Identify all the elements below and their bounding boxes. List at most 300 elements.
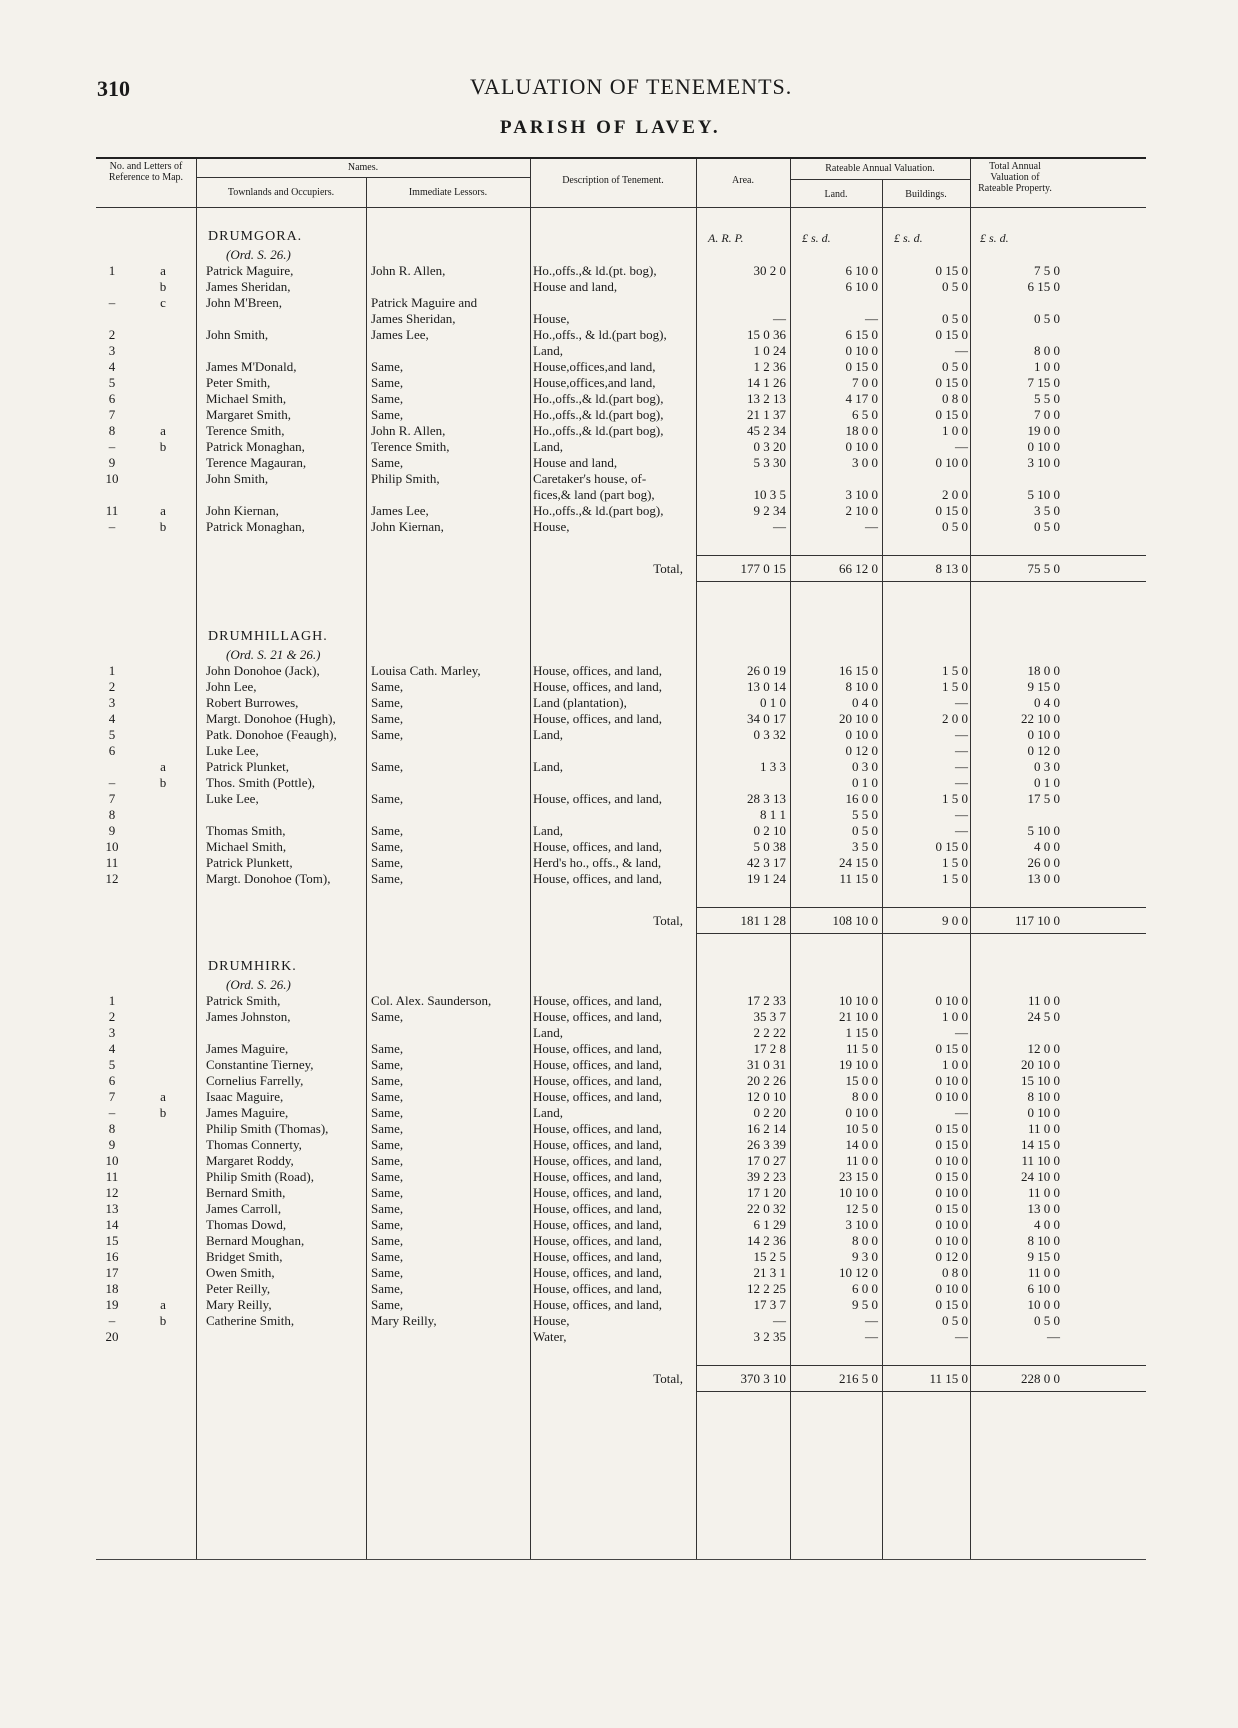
total-valuation: 8 10 0 xyxy=(1027,1233,1060,1248)
table-row xyxy=(96,439,1146,455)
land-valuation: 16 0 0 xyxy=(845,791,878,806)
immediate-lessor: Same, xyxy=(371,871,404,886)
land-valuation: 20 10 0 xyxy=(839,711,878,726)
ref-number: 11 xyxy=(105,1169,119,1184)
tenement-description: House, offices, and land, xyxy=(533,1057,663,1072)
table-row xyxy=(96,807,1146,823)
total-row xyxy=(96,1371,1146,1387)
ref-letter: b xyxy=(159,519,167,534)
parish-title: PARISH OF LAVEY. xyxy=(500,117,721,138)
area-value: 14 1 26 xyxy=(747,375,786,390)
land-valuation: 10 12 0 xyxy=(839,1265,878,1280)
total-valuation: 24 10 0 xyxy=(1021,1169,1060,1184)
occupier-name: James Maguire, xyxy=(206,1105,289,1120)
total-valuation: 12 0 0 xyxy=(1027,1041,1060,1056)
area-value: 0 1 0 xyxy=(760,695,786,710)
tenement-description: Land (plantation), xyxy=(533,695,627,710)
immediate-lessor: Col. Alex. Saunderson, xyxy=(371,993,492,1008)
area-value: 0 3 20 xyxy=(753,439,786,454)
immediate-lessor: John Kiernan, xyxy=(371,519,444,534)
area-value: 0 2 10 xyxy=(753,823,786,838)
land-valuation: 21 10 0 xyxy=(839,1009,878,1024)
table-row xyxy=(96,743,1146,759)
money-units: £ s. d. xyxy=(980,231,1009,245)
tenement-description: House, offices, and land, xyxy=(533,1281,663,1296)
total-area: 370 3 10 xyxy=(740,1371,786,1386)
total-valuation: 8 0 0 xyxy=(1034,343,1060,358)
occupier-name: Terence Smith, xyxy=(206,423,285,438)
total-valuation: 4 0 0 xyxy=(1034,839,1060,854)
table-row xyxy=(96,295,1146,311)
occupier-name: Margt. Donohoe (Tom), xyxy=(206,871,331,886)
occupier-name: Michael Smith, xyxy=(206,391,287,406)
immediate-lessor: Same, xyxy=(371,1233,404,1248)
buildings-valuation: 0 5 0 xyxy=(942,311,968,326)
area-value: 22 0 32 xyxy=(747,1201,786,1216)
immediate-lessor: Same, xyxy=(371,359,404,374)
area-value: 20 2 26 xyxy=(747,1073,786,1088)
occupier-name: Peter Smith, xyxy=(206,375,271,390)
ref-number: 7 xyxy=(108,407,116,422)
immediate-lessor: James Lee, xyxy=(371,327,429,342)
tenement-description: House, offices, and land, xyxy=(533,1297,663,1312)
table-row xyxy=(96,1009,1146,1025)
occupier-name: Robert Burrowes, xyxy=(206,695,299,710)
table-row xyxy=(96,791,1146,807)
ref-letter: a xyxy=(160,759,166,774)
occupier-name: Luke Lee, xyxy=(206,743,259,758)
total-valuation: 5 5 0 xyxy=(1034,391,1060,406)
total-valuation: 0 10 0 xyxy=(1027,439,1060,454)
ref-number: – xyxy=(108,295,116,310)
total-valuation: 6 10 0 xyxy=(1027,1281,1060,1296)
ref-number: 19 xyxy=(105,1297,119,1312)
occupier-name: Margaret Smith, xyxy=(206,407,291,422)
buildings-valuation: 0 5 0 xyxy=(942,1313,968,1328)
area-value: 17 0 27 xyxy=(747,1153,786,1168)
buildings-valuation: 0 10 0 xyxy=(935,993,968,1008)
table-row xyxy=(96,1105,1146,1121)
tenement-description: fices,& land (part bog), xyxy=(533,487,655,502)
tenement-description: House, offices, and land, xyxy=(533,1265,663,1280)
valuation-table xyxy=(96,157,1146,1560)
immediate-lessor: Same, xyxy=(371,1153,404,1168)
total-valuation: 6 15 0 xyxy=(1027,279,1060,294)
table-row xyxy=(96,1041,1146,1057)
tenement-description: House, offices, and land, xyxy=(533,1185,663,1200)
ref-number: 5 xyxy=(108,727,116,742)
tenement-description: House, offices, and land, xyxy=(533,1137,663,1152)
table-row xyxy=(96,391,1146,407)
header-area: Area. xyxy=(732,175,754,186)
area-value: 30 2 0 xyxy=(753,263,786,278)
buildings-valuation: 0 10 0 xyxy=(935,1089,968,1104)
ref-number: 12 xyxy=(105,1185,119,1200)
area-value: 12 2 25 xyxy=(747,1281,786,1296)
occupier-name: Michael Smith, xyxy=(206,839,287,854)
area-value: 8 1 1 xyxy=(760,807,786,822)
table-row xyxy=(96,471,1146,487)
land-valuation: 0 4 0 xyxy=(852,695,878,710)
immediate-lessor: Same, xyxy=(371,1281,404,1296)
immediate-lessor: Same, xyxy=(371,1009,404,1024)
immediate-lessor: Same, xyxy=(371,727,404,742)
immediate-lessor: Patrick Maguire and xyxy=(371,295,478,310)
occupier-name: Bridget Smith, xyxy=(206,1249,283,1264)
land-valuation: 16 15 0 xyxy=(839,663,878,678)
land-valuation: 11 15 0 xyxy=(839,871,878,886)
table-row xyxy=(96,1217,1146,1233)
area-value: 17 1 20 xyxy=(747,1185,786,1200)
total-land: 66 12 0 xyxy=(839,561,878,576)
land-valuation: 10 5 0 xyxy=(845,1121,878,1136)
immediate-lessor: Same, xyxy=(371,695,404,710)
area-value: 28 3 13 xyxy=(747,791,786,806)
ref-number: 18 xyxy=(105,1281,119,1296)
total-valuation: 5 10 0 xyxy=(1027,487,1060,502)
ordnance-sheet: (Ord. S. 21 & 26.) xyxy=(226,647,321,662)
area-value: 17 2 33 xyxy=(747,993,786,1008)
land-valuation: 15 0 0 xyxy=(845,1073,878,1088)
buildings-valuation: — xyxy=(955,823,968,838)
immediate-lessor: Same, xyxy=(371,679,404,694)
buildings-valuation: 1 5 0 xyxy=(942,791,968,806)
land-valuation: 5 5 0 xyxy=(852,807,878,822)
table-row xyxy=(96,359,1146,375)
occupier-name: Patrick Maguire, xyxy=(206,263,294,278)
tenement-description: House, offices, and land, xyxy=(533,1121,663,1136)
table-row xyxy=(96,375,1146,391)
occupier-name: John Donohoe (Jack), xyxy=(206,663,320,678)
occupier-name: Thos. Smith (Pottle), xyxy=(206,775,316,790)
table-row xyxy=(96,823,1146,839)
tenement-description: Land, xyxy=(533,727,563,742)
tenement-description: House, offices, and land, xyxy=(533,711,663,726)
header-buildings: Buildings. xyxy=(905,189,947,200)
area-value: — xyxy=(773,311,786,326)
buildings-valuation: 0 15 0 xyxy=(935,1041,968,1056)
buildings-valuation: 0 15 0 xyxy=(935,407,968,422)
ref-number: – xyxy=(108,1313,116,1328)
table-row xyxy=(96,1153,1146,1169)
land-valuation: — xyxy=(865,1329,878,1344)
ref-number: 9 xyxy=(108,823,116,838)
area-value: 31 0 31 xyxy=(747,1057,786,1072)
land-valuation: 10 10 0 xyxy=(839,1185,878,1200)
land-valuation: 4 17 0 xyxy=(845,391,878,406)
table-row xyxy=(96,1329,1146,1345)
total-valuation: 14 15 0 xyxy=(1021,1137,1060,1152)
occupier-name: Catherine Smith, xyxy=(206,1313,295,1328)
total-valuation: 75 5 0 xyxy=(1027,561,1060,576)
area-value: 0 3 32 xyxy=(753,727,786,742)
immediate-lessor: Same, xyxy=(371,839,404,854)
occupier-name: Cornelius Farrelly, xyxy=(206,1073,304,1088)
tenement-description: House, offices, and land, xyxy=(533,871,663,886)
buildings-valuation: 0 15 0 xyxy=(935,1137,968,1152)
buildings-valuation: — xyxy=(955,343,968,358)
buildings-valuation: 0 10 0 xyxy=(935,455,968,470)
land-valuation: 2 10 0 xyxy=(845,503,878,518)
occupier-name: John Lee, xyxy=(206,679,257,694)
buildings-valuation: — xyxy=(955,695,968,710)
immediate-lessor: Philip Smith, xyxy=(371,471,440,486)
section-title: DRUMHIRK. xyxy=(208,959,297,974)
area-value: 16 2 14 xyxy=(747,1121,786,1136)
ref-letter: a xyxy=(160,263,166,278)
ref-number: 16 xyxy=(105,1249,119,1264)
land-valuation: 14 0 0 xyxy=(845,1137,878,1152)
ref-number: 20 xyxy=(105,1329,119,1344)
total-label: Total, xyxy=(653,561,683,576)
occupier-name: Terence Magauran, xyxy=(206,455,307,470)
land-valuation: 24 15 0 xyxy=(839,855,878,870)
land-valuation: — xyxy=(865,1313,878,1328)
land-valuation: 3 0 0 xyxy=(852,455,878,470)
tenement-description: Land, xyxy=(533,823,563,838)
ref-number: 12 xyxy=(105,871,119,886)
land-valuation: 6 10 0 xyxy=(845,279,878,294)
header-occupiers: Townlands and Occupiers. xyxy=(227,187,335,198)
header-total: Total Annual Valuation of Rateable Property. xyxy=(978,161,1052,194)
total-label: Total, xyxy=(653,1371,683,1386)
table-row xyxy=(96,1057,1146,1073)
total-valuation: 9 15 0 xyxy=(1027,1249,1060,1264)
table-row xyxy=(96,695,1146,711)
tenement-description: House, offices, and land, xyxy=(533,1201,663,1216)
area-value: 13 2 13 xyxy=(747,391,786,406)
table-row xyxy=(96,1169,1146,1185)
ref-letter: a xyxy=(160,1089,166,1104)
immediate-lessor: Same, xyxy=(371,1073,404,1088)
tenement-description: Land, xyxy=(533,1105,563,1120)
table-row xyxy=(96,1089,1146,1105)
ref-letter: b xyxy=(159,1105,167,1120)
ref-letter: b xyxy=(159,279,167,294)
occupier-name: John Kiernan, xyxy=(206,503,279,518)
tenement-description: House, offices, and land, xyxy=(533,993,663,1008)
land-valuation: 10 10 0 xyxy=(839,993,878,1008)
total-valuation: 3 10 0 xyxy=(1027,455,1060,470)
occupier-name: Bernard Smith, xyxy=(206,1185,286,1200)
occupier-name: Owen Smith, xyxy=(206,1265,275,1280)
occupier-name: James M'Donald, xyxy=(206,359,297,374)
page-number: 310 xyxy=(97,76,130,101)
tenement-description: Ho.,offs.,& ld.(part bog), xyxy=(533,503,664,518)
ref-number: 14 xyxy=(105,1217,119,1232)
area-value: 1 0 24 xyxy=(753,343,786,358)
buildings-valuation: 0 10 0 xyxy=(935,1073,968,1088)
immediate-lessor: Same, xyxy=(371,1297,404,1312)
total-row xyxy=(96,561,1146,577)
ref-letter: a xyxy=(160,503,166,518)
table-row xyxy=(96,993,1146,1009)
total-valuation: 11 0 0 xyxy=(1027,1185,1060,1200)
buildings-valuation: 0 5 0 xyxy=(942,519,968,534)
money-units: £ s. d. xyxy=(894,231,923,245)
table-row xyxy=(96,1073,1146,1089)
land-valuation: 6 15 0 xyxy=(845,327,878,342)
occupier-name: Patrick Plunket, xyxy=(206,759,290,774)
ref-letter: b xyxy=(159,1313,167,1328)
land-valuation: 9 5 0 xyxy=(852,1297,878,1312)
total-valuation: — xyxy=(1047,1329,1060,1344)
occupier-name: Patrick Monaghan, xyxy=(206,439,305,454)
total-valuation: 0 4 0 xyxy=(1034,695,1060,710)
tenement-description: House, offices, and land, xyxy=(533,1089,663,1104)
buildings-valuation: 2 0 0 xyxy=(942,487,968,502)
total-valuation: 4 0 0 xyxy=(1034,1217,1060,1232)
buildings-valuation: 1 0 0 xyxy=(942,423,968,438)
land-valuation: 8 10 0 xyxy=(845,679,878,694)
immediate-lessor: Same, xyxy=(371,407,404,422)
buildings-valuation: 0 10 0 xyxy=(935,1217,968,1232)
occupier-name: Margaret Roddy, xyxy=(206,1153,294,1168)
total-valuation: 26 0 0 xyxy=(1027,855,1060,870)
ref-number: 7 xyxy=(108,1089,116,1104)
table-row xyxy=(96,871,1146,887)
land-valuation: 3 10 0 xyxy=(845,487,878,502)
land-valuation: 9 3 0 xyxy=(852,1249,878,1264)
ref-number: 6 xyxy=(108,1073,116,1088)
immediate-lessor: Same, xyxy=(371,711,404,726)
ref-number: 1 xyxy=(108,263,116,278)
land-valuation: 8 0 0 xyxy=(852,1089,878,1104)
ref-number: 3 xyxy=(108,695,116,710)
tenement-description: Ho.,offs.,& ld.(part bog), xyxy=(533,391,664,406)
occupier-name: Patrick Smith, xyxy=(206,993,281,1008)
header-ref: No. and Letters of Reference to Map. xyxy=(108,161,184,183)
total-valuation: 22 10 0 xyxy=(1021,711,1060,726)
table-row xyxy=(96,663,1146,679)
land-valuation: 0 10 0 xyxy=(845,439,878,454)
immediate-lessor: Same, xyxy=(371,1089,404,1104)
occupier-name: Thomas Smith, xyxy=(206,823,286,838)
buildings-valuation: 0 15 0 xyxy=(935,503,968,518)
header-lessors: Immediate Lessors. xyxy=(408,187,488,198)
tenement-description: House, xyxy=(533,519,570,534)
ref-number: 8 xyxy=(108,1121,116,1136)
header-land: Land. xyxy=(824,189,848,200)
immediate-lessor: John R. Allen, xyxy=(371,263,446,278)
ref-number: 9 xyxy=(108,455,116,470)
total-valuation: 0 5 0 xyxy=(1034,1313,1060,1328)
immediate-lessor: Same, xyxy=(371,1041,404,1056)
buildings-valuation: 0 15 0 xyxy=(935,263,968,278)
buildings-valuation: — xyxy=(955,775,968,790)
total-buildings: 9 0 0 xyxy=(942,913,968,928)
buildings-valuation: 0 15 0 xyxy=(935,1121,968,1136)
ref-letter: b xyxy=(159,775,167,790)
table-row xyxy=(96,1297,1146,1313)
occupier-name: James Maguire, xyxy=(206,1041,289,1056)
total-valuation: 19 0 0 xyxy=(1027,423,1060,438)
occupier-name: John M'Breen, xyxy=(206,295,283,310)
area-value: 17 2 8 xyxy=(753,1041,786,1056)
immediate-lessor: Same, xyxy=(371,1185,404,1200)
land-valuation: 0 3 0 xyxy=(852,759,878,774)
tenement-description: House, offices, and land, xyxy=(533,1153,663,1168)
buildings-valuation: 0 12 0 xyxy=(935,1249,968,1264)
land-valuation: 11 0 0 xyxy=(845,1153,878,1168)
total-valuation: 0 10 0 xyxy=(1027,727,1060,742)
buildings-valuation: 0 15 0 xyxy=(935,839,968,854)
total-valuation: 7 0 0 xyxy=(1034,407,1060,422)
land-valuation: 0 1 0 xyxy=(852,775,878,790)
area-value: 1 3 3 xyxy=(760,759,786,774)
immediate-lessor: Same, xyxy=(371,1137,404,1152)
total-valuation: 11 10 0 xyxy=(1021,1153,1060,1168)
buildings-valuation: 1 5 0 xyxy=(942,855,968,870)
area-value: 39 2 23 xyxy=(747,1169,786,1184)
total-valuation: 0 3 0 xyxy=(1034,759,1060,774)
table-row xyxy=(96,855,1146,871)
occupier-name: John Smith, xyxy=(206,327,269,342)
buildings-valuation: 0 15 0 xyxy=(935,1169,968,1184)
occupier-name: John Smith, xyxy=(206,471,269,486)
ref-number: 6 xyxy=(108,391,116,406)
occupier-name: Patrick Plunkett, xyxy=(206,855,293,870)
tenement-description: Land, xyxy=(533,1025,563,1040)
immediate-lessor: Same, xyxy=(371,1265,404,1280)
area-value: 14 2 36 xyxy=(747,1233,786,1248)
ref-number: – xyxy=(108,1105,116,1120)
ref-number: 7 xyxy=(108,791,116,806)
tenement-description: Ho.,offs., & ld.(part bog), xyxy=(533,327,667,342)
immediate-lessor: Same, xyxy=(371,791,404,806)
total-buildings: 11 15 0 xyxy=(929,1371,968,1386)
ref-letter: c xyxy=(160,295,166,310)
tenement-description: House,offices,and land, xyxy=(533,359,656,374)
ref-number: – xyxy=(108,439,116,454)
area-value: 15 0 36 xyxy=(747,327,786,342)
immediate-lessor: Same, xyxy=(371,1201,404,1216)
area-value: 17 3 7 xyxy=(753,1297,786,1312)
area-value: 5 3 30 xyxy=(753,455,786,470)
tenement-description: House, xyxy=(533,1313,570,1328)
land-valuation: 0 10 0 xyxy=(845,343,878,358)
header-rule xyxy=(96,207,1146,208)
buildings-valuation: 0 10 0 xyxy=(935,1233,968,1248)
total-valuation: 15 10 0 xyxy=(1021,1073,1060,1088)
total-valuation: 11 0 0 xyxy=(1027,993,1060,1008)
land-valuation: 0 5 0 xyxy=(852,823,878,838)
buildings-valuation: 0 15 0 xyxy=(935,1297,968,1312)
header-description: Description of Tenement. xyxy=(562,175,664,186)
section-rule xyxy=(696,581,1146,582)
table-row xyxy=(96,1137,1146,1153)
land-valuation: 6 5 0 xyxy=(852,407,878,422)
area-value: 13 0 14 xyxy=(747,679,786,694)
total-rule xyxy=(696,1365,1146,1366)
table-row xyxy=(96,279,1146,295)
immediate-lessor: Same, xyxy=(371,1105,404,1120)
immediate-lessor: Terence Smith, xyxy=(371,439,450,454)
total-valuation: 7 15 0 xyxy=(1027,375,1060,390)
total-valuation: 13 0 0 xyxy=(1027,1201,1060,1216)
total-rule xyxy=(696,907,1146,908)
tenement-description: Ho.,offs.,& ld.(part bog), xyxy=(533,407,664,422)
total-valuation: 11 0 0 xyxy=(1027,1265,1060,1280)
immediate-lessor: Same, xyxy=(371,855,404,870)
tenement-description: House, offices, and land, xyxy=(533,1169,663,1184)
buildings-valuation: — xyxy=(955,1105,968,1120)
occupier-name: Thomas Connerty, xyxy=(206,1137,302,1152)
area-value: 19 1 24 xyxy=(747,871,786,886)
area-value: 10 3 5 xyxy=(753,487,786,502)
total-valuation: 117 10 0 xyxy=(1014,913,1060,928)
tenement-description: Land, xyxy=(533,439,563,454)
